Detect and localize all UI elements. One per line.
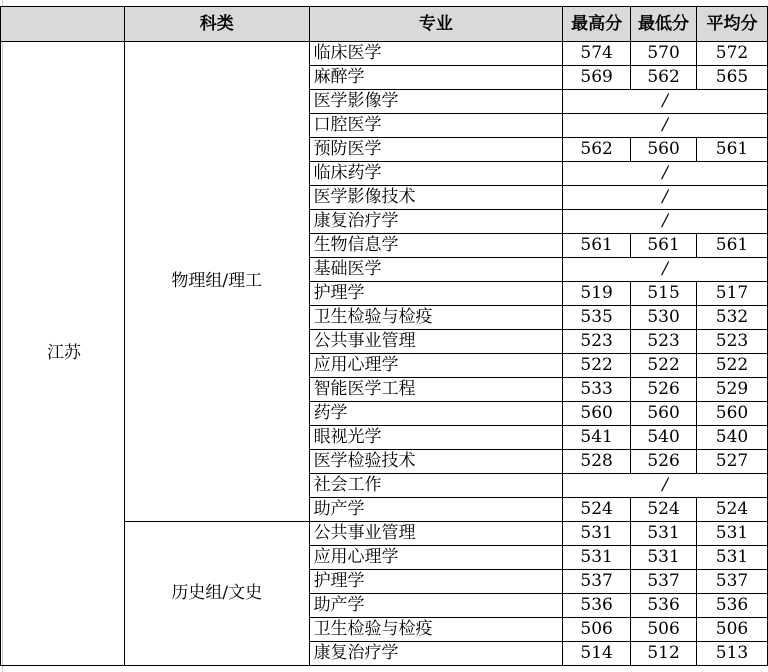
avg-score-cell: 572 [697,42,768,66]
avg-score-cell: 522 [697,354,768,378]
major-cell: 卫生检验与检疫 [309,306,563,330]
avg-score-cell: 531 [697,546,768,570]
header-max-score: 最高分 [563,7,631,42]
avg-score-cell: 536 [697,594,768,618]
max-score-cell: 533 [563,378,631,402]
max-score-cell: 569 [563,66,631,90]
major-cell: 应用心理学 [309,546,563,570]
max-score-cell: 506 [563,618,631,642]
max-score-cell: 522 [563,354,631,378]
max-score-cell: 519 [563,282,631,306]
major-cell: 临床医学 [309,42,563,66]
min-score-cell: 562 [631,66,697,90]
min-score-cell: 560 [631,402,697,426]
max-score-cell: 562 [563,138,631,162]
min-score-cell: 537 [631,570,697,594]
header-blank-cell [1,7,125,42]
no-data-cell: / [563,210,768,234]
category-cell: 历史组/文史 [124,522,309,666]
avg-score-cell: 517 [697,282,768,306]
no-data-cell: / [563,114,768,138]
max-score-cell: 574 [563,42,631,66]
major-cell: 医学影像技术 [309,186,563,210]
major-cell: 公共事业管理 [309,330,563,354]
no-data-cell: / [563,474,768,498]
major-cell: 医学影像学 [309,90,563,114]
avg-score-cell: 531 [697,522,768,546]
no-data-cell: / [563,186,768,210]
header-avg-score: 平均分 [697,7,768,42]
avg-score-cell: 523 [697,330,768,354]
avg-score-cell: 524 [697,498,768,522]
major-cell: 智能医学工程 [309,378,563,402]
max-score-cell: 537 [563,570,631,594]
min-score-cell: 536 [631,594,697,618]
major-cell: 基础医学 [309,258,563,282]
major-cell: 应用心理学 [309,354,563,378]
max-score-cell: 531 [563,546,631,570]
major-cell: 康复治疗学 [309,210,563,234]
avg-score-cell: 537 [697,570,768,594]
min-score-cell: 522 [631,354,697,378]
no-data-cell: / [563,90,768,114]
header-major: 专业 [309,7,563,42]
major-cell: 药学 [309,402,563,426]
max-score-cell: 514 [563,642,631,666]
max-score-cell: 523 [563,330,631,354]
min-score-cell: 526 [631,450,697,474]
min-score-cell: 526 [631,378,697,402]
min-score-cell: 524 [631,498,697,522]
min-score-cell: 560 [631,138,697,162]
header-category: 科类 [124,7,309,42]
major-cell: 助产学 [309,594,563,618]
min-score-cell: 531 [631,522,697,546]
major-cell: 预防医学 [309,138,563,162]
no-data-cell: / [563,162,768,186]
max-score-cell: 528 [563,450,631,474]
max-score-cell: 524 [563,498,631,522]
max-score-cell: 531 [563,522,631,546]
avg-score-cell: 561 [697,234,768,258]
major-cell: 麻醉学 [309,66,563,90]
max-score-cell: 561 [563,234,631,258]
major-cell: 临床药学 [309,162,563,186]
min-score-cell: 515 [631,282,697,306]
major-cell: 护理学 [309,282,563,306]
header-row [1,7,768,42]
province-cell: 江苏 [1,42,125,666]
avg-score-cell: 527 [697,450,768,474]
header-min-score: 最低分 [631,7,697,42]
major-cell: 助产学 [309,498,563,522]
min-score-cell: 531 [631,546,697,570]
max-score-cell: 535 [563,306,631,330]
major-cell: 康复治疗学 [309,642,563,666]
avg-score-cell: 513 [697,642,768,666]
no-data-cell: / [563,258,768,282]
min-score-cell: 570 [631,42,697,66]
avg-score-cell: 532 [697,306,768,330]
major-cell: 卫生检验与检疫 [309,618,563,642]
min-score-cell: 506 [631,618,697,642]
avg-score-cell: 561 [697,138,768,162]
min-score-cell: 523 [631,330,697,354]
table-row [1,42,768,66]
min-score-cell: 540 [631,426,697,450]
major-cell: 医学检验技术 [309,450,563,474]
max-score-cell: 560 [563,402,631,426]
major-cell: 口腔医学 [309,114,563,138]
avg-score-cell: 506 [697,618,768,642]
min-score-cell: 561 [631,234,697,258]
max-score-cell: 541 [563,426,631,450]
min-score-cell: 512 [631,642,697,666]
major-cell: 公共事业管理 [309,522,563,546]
major-cell: 生物信息学 [309,234,563,258]
category-cell: 物理组/理工 [124,42,309,522]
avg-score-cell: 565 [697,66,768,90]
major-cell: 眼视光学 [309,426,563,450]
avg-score-cell: 560 [697,402,768,426]
major-cell: 社会工作 [309,474,563,498]
score-table [0,6,768,666]
max-score-cell: 536 [563,594,631,618]
avg-score-cell: 540 [697,426,768,450]
min-score-cell: 530 [631,306,697,330]
table-body [1,7,768,666]
major-cell: 护理学 [309,570,563,594]
avg-score-cell: 529 [697,378,768,402]
